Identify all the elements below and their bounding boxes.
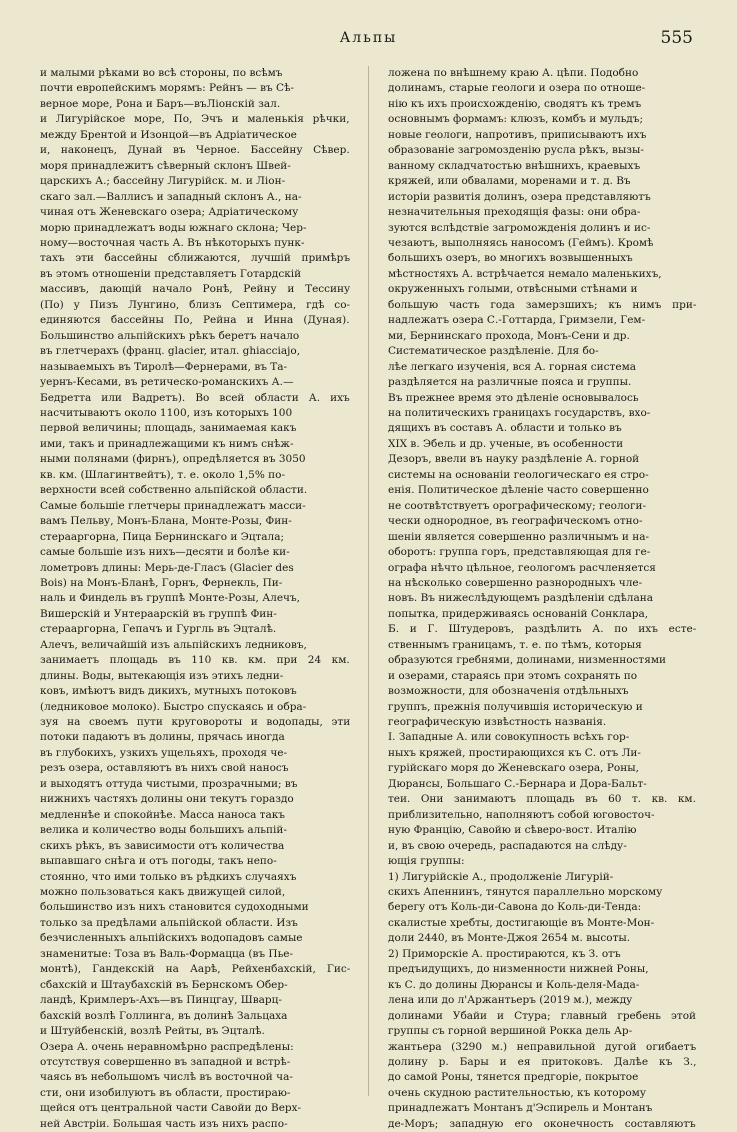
text-line: стерааргорна, Пица Бернинскаго и Эцтала; <box>40 530 285 543</box>
text-line: верхности всей собственно альпійской области. <box>40 484 308 497</box>
text-line: зуя на своемъ пути круговороты и водопады, эти <box>40 716 350 729</box>
text-line: Бедретта или Вадретъ). Во всей области А. ихъ <box>40 391 350 404</box>
text-line: ковъ, имѣютъ видъ дикихъ, мутныхъ потоковъ <box>40 685 297 698</box>
text-line: скихъ Апеннинъ, тянутся параллельно морскому <box>388 886 663 899</box>
text-line: чиная отъ Женевскаго озера; Адріатическому <box>40 206 299 219</box>
text-line: и Штуйбенскій, возлѣ Рейты, въ Эцталѣ. <box>40 1025 265 1038</box>
text-line: безчисленныхъ альпійскихъ водопадовъ самые <box>40 932 303 945</box>
text-line: Самые большіе глетчеры принадлежатъ масси- <box>40 499 306 512</box>
text-line: уернъ-Кесами, въ ретическо-романскихъ А.— <box>40 376 294 389</box>
text-line: долину р. Бары и ея притоковъ. Далѣе къ З., <box>388 1056 696 1068</box>
text-line: енія. Политическое дѣленіе часто совершенно <box>388 484 649 497</box>
text-line: дящихъ въ составъ А. области и только въ <box>388 422 622 435</box>
text-line: нижнихъ частяхъ долины они текутъ гораздо <box>40 793 294 806</box>
text-line: ному—восточная часть А. Въ нѣкоторыхъ пунк- <box>40 236 305 249</box>
text-line: можно пользоваться какъ движущей силой, <box>40 886 286 899</box>
text-line: попытка, придерживаясь основаній Сонклара, <box>388 607 649 620</box>
text-line: Дюрансы, Большаго С.-Бернара и Дора-Бальт- <box>388 777 647 790</box>
text-line: сбахскій и Штаубахскій въ Бернскомъ Обер- <box>40 978 288 991</box>
text-line: Вишерскій и Унтераарскій въ группѣ Фин- <box>40 607 277 620</box>
text-line: долинами Убайи и Стура; главный гребень этой <box>388 1009 696 1022</box>
text-line: системы на основаніи геологическаго ея стро- <box>388 468 649 481</box>
text-line: I. Западные А. или совокупность всѣхъ гор- <box>388 731 630 744</box>
text-line: XIX в. Эбель и др. ученые, въ особенности <box>388 437 624 450</box>
text-line: знаменитые: Тоза въ Валь-Формацца (въ Пье- <box>40 947 294 960</box>
left-text-column <box>40 66 350 1132</box>
running-title: Альпы <box>339 30 398 46</box>
text-line: первой величины; площадь, занимаемая какъ <box>40 422 297 435</box>
text-line: берегу отъ Коль-ди-Савона до Коль-ди-Тенда: <box>388 901 642 914</box>
text-line: щейся отъ центральной части Савойи до Верх- <box>40 1102 302 1115</box>
text-line: Систематическое раздѣленіе. Для бо- <box>388 345 599 358</box>
text-line: ющія группы: <box>388 855 465 868</box>
text-line: отсутствуя совершенно въ западной и встрѣ- <box>40 1056 291 1068</box>
text-line: медленнѣе и спокойнѣе. Масса наноса такъ <box>40 808 285 821</box>
text-line: Въ прежнее время это дѣленіе основывалось <box>388 391 639 404</box>
text-line: долинамъ, старые геологи и озера по отноше- <box>388 82 646 95</box>
text-line: группы съ горной вершиной Рокка дель Ар- <box>388 1025 633 1038</box>
text-line: большихъ озеръ, во многихъ возвышенныхъ <box>388 252 633 265</box>
text-line: бахскій возлѣ Голлинга, въ долинѣ Зальцаха <box>40 1009 288 1022</box>
text-line: географическую извѣстность названія. <box>388 716 607 729</box>
page-header <box>0 30 737 52</box>
text-line: и выходятъ оттуда чистыми, прозрачными; въ <box>40 777 298 790</box>
text-line: шеніи является совершенно различнымъ и на- <box>388 530 650 543</box>
text-line: Алечъ, величайшій изъ альпійскихъ ледниковъ, <box>40 638 307 651</box>
text-line: зуются вслѣдствіе загроможденія долинъ и ис- <box>388 221 651 234</box>
text-line: къ С. до долины Дюрансы и Коль-деля-Мада- <box>388 978 640 991</box>
text-line: Большинство альпійскихъ рѣкъ беретъ начало <box>40 329 300 342</box>
text-line: выпавшаго снѣга и отъ погоды, такъ непо- <box>40 855 277 868</box>
text-line: на политическихъ границахъ государствъ, вхо- <box>388 406 651 419</box>
text-line: стоянно, что ими только въ рѣдкихъ случаяхъ <box>40 870 297 883</box>
text-line: де-Моръ; западную его оконечность составляютъ <box>388 1117 696 1130</box>
text-line: вамъ Пельву, Монъ-Блана, Монте-Розы, Фин- <box>40 515 292 528</box>
text-line: 2) Приморскіе А. простираются, къ З. отъ <box>388 947 621 960</box>
text-line: массивъ, дающій начало Ронѣ, Рейну и Тессину <box>40 283 350 296</box>
text-line: ней Австріи. Большая часть изъ нихъ распо- <box>40 1117 288 1130</box>
text-line: мѣстностяхъ А. встрѣчается немало маленькихъ, <box>388 267 662 280</box>
text-line: большинство изъ нихъ становится судоходными <box>40 901 309 914</box>
text-line: велика и количество воды большихъ альпій- <box>40 824 287 837</box>
text-line: въ глубокихъ, узкихъ ущельяхъ, проходя че- <box>40 746 288 759</box>
text-line: чески однородное, въ географическомъ отно- <box>388 515 643 528</box>
text-line: длины. Воды, вытекающія изъ этихъ ледни- <box>40 669 284 682</box>
text-line: самые большіе изъ нихъ—десяти и болѣе ки- <box>40 546 290 559</box>
text-line: принадлежатъ Монтанъ д'Эспирель и Монтанъ <box>388 1102 653 1115</box>
text-line: резъ озера, оставляютъ въ нихъ свой наносъ <box>40 762 289 775</box>
text-line: единяются бассейны По, Рейна и Инна (Дуная). <box>40 314 350 327</box>
text-line: кряжей, или обвалами, моренами и т. д. Въ <box>388 175 631 188</box>
text-line: ныхъ кряжей, простирающихся къ С. отъ Ли- <box>388 746 641 759</box>
text-line: новъ. Въ нижеслѣдующемъ раздѣленіи сдѣлана <box>388 592 653 605</box>
text-line: предъидущихъ, до низменности нижней Роны, <box>388 963 649 976</box>
text-line: образуются гребнями, долинами, низменностями <box>388 654 666 667</box>
text-line: царскихъ А.; бассейну Лигурійск. м. и Ліон- <box>40 175 286 188</box>
text-line: монтѣ), Гандекскій на Аарѣ, Рейхенбахскій, Гис- <box>40 963 350 976</box>
text-line: незначительныя преходящія фазы: они обра- <box>388 206 641 219</box>
text-line: между Брентой и Изонцой—въ Адріатическое <box>40 128 297 141</box>
text-line: морю принадлежатъ воды южнаго склона; Чер- <box>40 221 307 234</box>
text-line: Дезоръ, ввели въ науку раздѣленіе А. горной <box>388 453 640 466</box>
text-line: ографа нѣчто цѣльное, геологомъ расчленяется <box>388 561 656 574</box>
text-line: возможности, для обозначенія отдѣльныхъ <box>388 685 629 698</box>
column-divider <box>368 66 369 1096</box>
text-line: надлежатъ озера С.-Готтарда, Гримзели, Гем- <box>388 314 646 327</box>
text-line: называемыхъ въ Тиролѣ—Фернерами, въ Та- <box>40 360 288 373</box>
text-line: большую часть года замерзшихъ; къ нимъ при- <box>388 298 696 311</box>
text-line: скихъ рѣкъ, въ зависимости отъ количества <box>40 839 285 852</box>
text-line: и, въ свою очередь, распадаются на слѣду- <box>388 839 627 852</box>
text-line: ными полянами (фирнъ), опредѣляется въ 3050 <box>40 453 306 466</box>
text-line: гурійскаго моря до Женевскаго озера, Роны, <box>388 762 639 775</box>
text-line: основнымъ формамъ: клюзъ, комбъ и мульдъ; <box>388 113 643 126</box>
text-line: ственнымъ границамъ, т. е. по тѣмъ, которыя <box>388 638 642 651</box>
text-line: моря принадлежитъ сѣверный склонъ Швей- <box>40 159 291 172</box>
text-line: на нѣсколько совершенно разнородныхъ чле- <box>388 576 643 589</box>
text-line: исторіи развитія долинъ, озера представляютъ <box>388 190 651 203</box>
text-line: не соотвѣтствуетъ орографическому; геологи- <box>388 499 647 512</box>
text-line: оборотъ: группа горъ, представляющая для ге- <box>388 546 651 559</box>
text-line: Б. и Г. Штудеровъ, раздѣлить А. по ихъ есте- <box>388 623 696 636</box>
text-line: очень скудною растительностью, къ которому <box>388 1086 647 1099</box>
text-line: и, наконецъ, Дунай въ Черное. Бассейну Сѣвер. <box>40 144 350 157</box>
text-line: нію къ ихъ происхожденію, сводятъ къ тремъ <box>388 97 642 110</box>
text-line: (По) у Пизъ Лунгино, близъ Септимера, гдѣ со- <box>40 298 350 311</box>
text-line: новые геологи, напротивъ, приписываютъ ихъ <box>388 128 647 141</box>
text-line: лена или до л'Аржантьеръ (2019 м.), между <box>388 994 633 1007</box>
text-line: и малыми рѣками во всѣ стороны, по всѣмъ <box>40 67 283 79</box>
text-line: потоки падаютъ въ долины, прячась иногда <box>40 731 285 744</box>
text-line: ими, такъ и принадлежащими къ нимъ снѣж- <box>40 437 294 450</box>
text-line: почти европейскимъ морямъ: Рейнъ — въ Сѣ- <box>40 82 294 95</box>
text-line: 1) Лигурійскіе А., продолженіе Лигурій- <box>388 870 614 883</box>
text-line: наль и Финдель въ группѣ Монте-Розы, Алечъ, <box>40 592 301 605</box>
right-text-column <box>388 66 696 1132</box>
text-line: раздѣляется на различные пояса и группы. <box>388 376 632 389</box>
text-line: чаясь въ небольшомъ числѣ въ восточной ча- <box>40 1071 293 1084</box>
page-number: 555 <box>660 28 693 48</box>
text-line: окруженныхъ голыми, отвѣсными стѣнами и <box>388 283 638 296</box>
text-line: стерааргорна, Гепачъ и Гургль въ Эцталѣ. <box>40 623 277 636</box>
text-line: (ледниковое молоко). Быстро спускаясь и обра- <box>40 700 307 713</box>
text-line: теи. Они занимаютъ площадь въ 60 т. кв. км. <box>388 793 696 806</box>
text-line: только за предѣлами альпійской области. Изъ <box>40 916 298 929</box>
text-line: ми, Бернинскаго прохода, Монъ-Сени и др. <box>388 329 630 342</box>
text-line: жантьера (3290 м.) неправильной дугой огибаетъ <box>388 1040 696 1053</box>
text-line: ландѣ, Кримлеръ-Ахъ—въ Пинцгау, Шварц- <box>40 994 282 1007</box>
text-line: и озерами, стараясь при этомъ сохранять по <box>388 669 638 682</box>
text-line: чезаютъ, выполняясь наносомъ (Геймъ). Кромѣ <box>388 236 654 249</box>
text-line: кв. км. (Шлагинтвейтъ), т. е. около 1,5% по- <box>40 468 286 481</box>
text-line: тахъ эти бассейны сближаются, лучшій примѣръ <box>40 252 350 265</box>
text-line: въ глетчерахъ (франц. glacier, итал. ghiacciajo, <box>40 345 301 358</box>
text-line: группъ, прежнія получившія историческую и <box>388 700 643 713</box>
text-line: ную Францію, Савойю и сѣверо-вост. Италію <box>388 824 637 837</box>
text-line: лѣе легкаго изученія, вся А. горная система <box>388 360 636 373</box>
text-line: скаго зал.—Валлисъ и западный склонъ А., на- <box>40 190 302 203</box>
text-line: занимаетъ площадь въ 110 кв. км. при 24 км. <box>40 654 350 667</box>
text-line: образованіе загромозденію русла рѣкъ, вызы- <box>388 144 644 157</box>
text-line: Bois) на Монъ-Бланѣ, Горнъ, Фернекль, Пи- <box>40 576 283 589</box>
text-line: ложена по внѣшнему краю А. цѣпи. Подобно <box>388 67 639 79</box>
text-line: Озера А. очень неравномѣрно распредѣлены: <box>40 1040 294 1053</box>
text-line: скалистые хребты, достигающіе въ Монте-Мон- <box>388 916 655 929</box>
text-line: лометровъ длины: Мерь-де-Гласъ (Glacier des <box>40 561 294 574</box>
text-line: до самой Роны, тянется предгоріе, покрытое <box>388 1071 639 1084</box>
text-line: сти, они изобилуютъ въ области, простираю- <box>40 1086 291 1099</box>
text-line: верное море, Рона и Баръ—въЛіонскій зал. <box>40 97 281 110</box>
text-line: приблизительно, наполняютъ собой юговосточ- <box>388 808 655 821</box>
text-line: въ этомъ отношеніи представляетъ Готардскій <box>40 267 302 280</box>
text-line: ванному складчатостью внѣшнихъ, краевыхъ <box>388 159 641 172</box>
text-line: и Лигурійское море, По, Эчъ и маленькія рѣчки, <box>40 113 350 126</box>
text-line: насчитываютъ около 1100, изъ которыхъ 100 <box>40 406 293 419</box>
text-line: доли 2440, въ Монте-Джоя 2654 м. высоты. <box>388 932 631 945</box>
